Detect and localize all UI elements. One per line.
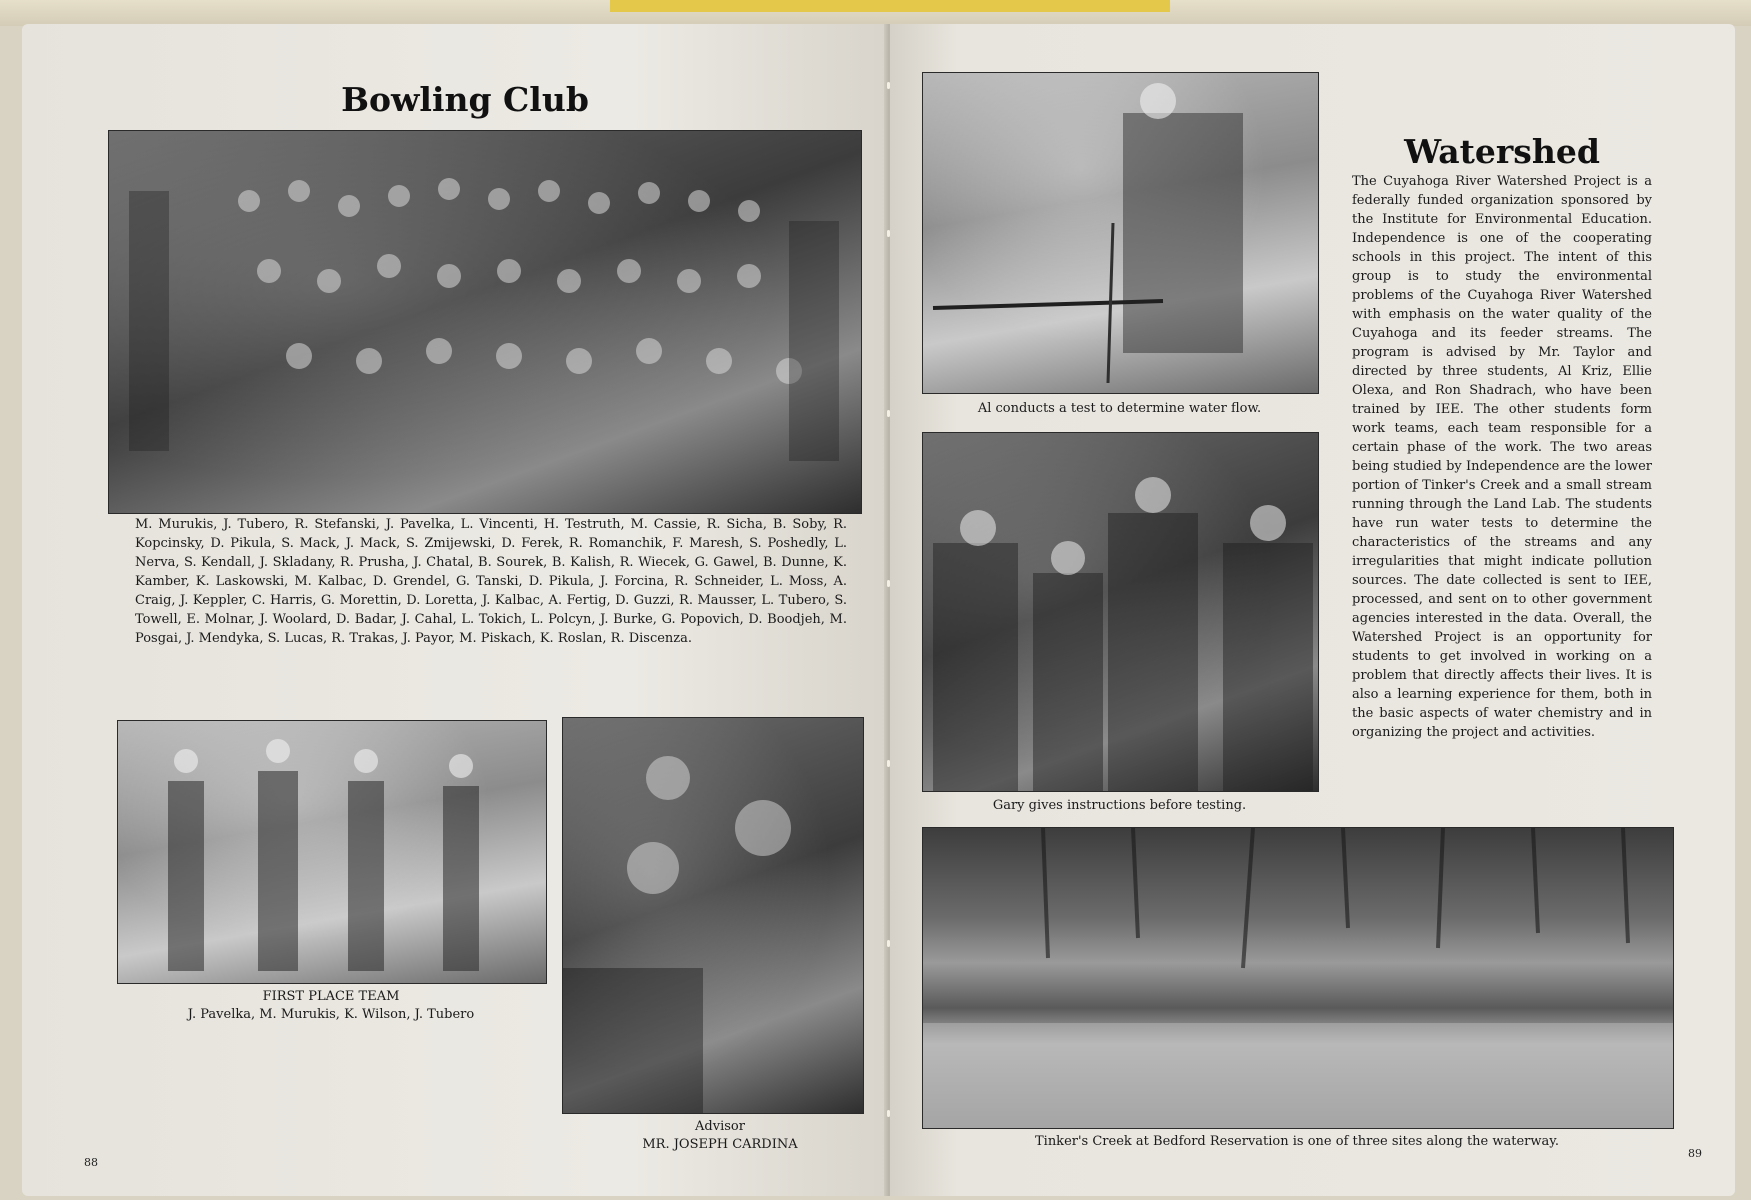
page-number-right: 89 [1688,1147,1702,1160]
water-flow-test-caption: Al conducts a test to determine water flow. [977,401,1262,416]
first-place-team-caption-names: J. Pavelka, M. Murukis, K. Wilson, J. Tubero [187,1007,475,1022]
gary-instructions-caption: Gary gives instructions before testing. [992,798,1247,813]
first-place-team-photo [117,720,547,984]
watershed-title: Watershed [1404,132,1600,171]
first-place-team-caption-title: FIRST PLACE TEAM [262,989,400,1004]
page-number-left: 88 [84,1156,98,1169]
watershed-article-body: The Cuyahoga River Watershed Project is a federally funded organization sponsored by the Institute for Environmental Education. Independence is one of the cooperating schools in this project. The intent of this group is to study the environmental problems of the Cuyahoga River Watershed with emphasis on the water quality of the Cuyahoga and its feeder streams. The program is advised by Mr. Taylor and directed by three students, Al Kriz, Ellie Olexa, and Ron Shadrach, who have been trained by IEE. The other students form work teams, each team responsible for a certain phase of the work. The two areas being studied by Independence are the lower portion of Tinker's Creek and a small stream running through the Land Lab. The students have run water tests to determine the characteristics of the streams and any irregularities that might indicate pollution sources. The date collected is sent to IEE, processed, and sent on to other government agencies interested in the data. Overall, the Watershed Project is an opportunity for students to get involved in working on a problem that directly affects their lives. It is also a learning experience for them, both in the basic aspects of water chemistry and in organizing the project and activities. [1352,174,1652,740]
water-flow-test-photo [922,72,1319,394]
advisor-caption-label: Advisor [695,1119,745,1134]
tinkers-creek-photo [922,827,1674,1129]
bowling-club-title: Bowling Club [341,80,589,119]
gary-instructions-photo [922,432,1319,792]
advisor-photo [562,717,864,1114]
group-photo-names: M. Murukis, J. Tubero, R. Stefanski, J. Pavelka, L. Vincenti, H. Testruth, M. Cassie, R. Sicha, B. Soby, R. Kopcinsky, D. Pikula, S. Mack, J. Mack, S. Zmijewski, D. Ferek, R. Romanchik, F. Maresh, S. Poshedly, L. Nerva, S. Kendall, J. Skladany, R. Prusha, J. Chatal, B. Sourek, B. Kalish, R. Wiecek, G. Gawel, B. Dunne, K. Kamber, K. Laskowski, M. Kalbac, D. Grendel, G. Tanski, D. Pikula, J. Forcina, R. Schneider, L. Moss, A. Craig, J. Keppler, C. Harris, G. Morettin, D. Loretta, J. Kalbac, A. Fertig, D. Guzzi, R. Mausser, L. Tubero, S. Towell, E. Molnar, J. Woolard, D. Badar, J. Cahal, L. Tokich, L. Polcyn, J. Burke, G. Popovich, D. Boodjeh, M. Posgai, J. Mendyka, S. Lucas, R. Trakas, J. Payor, M. Piskach, K. Roslan, R. Discenza. [135,517,847,646]
advisor-caption-name: MR. JOSEPH CARDINA [642,1137,798,1152]
bowling-club-group-photo [108,130,862,514]
book-edge-yellow [610,0,1170,12]
tinkers-creek-caption: Tinker's Creek at Bedford Reservation is one of three sites along the waterway. [1034,1134,1560,1149]
